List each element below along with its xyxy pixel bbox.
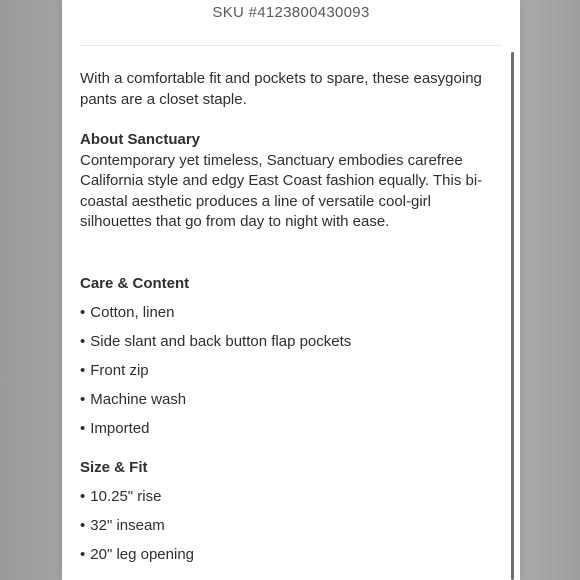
size-heading: Size & Fit bbox=[80, 458, 148, 476]
product-description bbox=[80, 69, 490, 574]
care-list bbox=[80, 303, 490, 448]
about-heading: About Sanctuary bbox=[80, 131, 201, 148]
product-details-panel bbox=[62, 0, 520, 580]
bullet-icon: • bbox=[80, 390, 86, 408]
list-item: • Front zip bbox=[80, 361, 149, 379]
bullet-icon: • bbox=[80, 545, 86, 563]
sku-label: SKU #4123800430093 bbox=[212, 4, 370, 21]
list-item: • Cotton, linen bbox=[80, 303, 175, 321]
description-text: With a comfortable fit and pockets to spare, these easygoing pants are a closet staple. bbox=[80, 70, 482, 108]
list-item: • 20" leg opening bbox=[80, 545, 195, 563]
care-heading: Care & Content bbox=[80, 274, 190, 292]
list-item: • Imported bbox=[80, 419, 150, 437]
bullet-icon: • bbox=[80, 516, 86, 534]
list-item: • 10.25" rise bbox=[80, 487, 162, 505]
divider bbox=[80, 45, 502, 46]
bullet-icon: • bbox=[80, 332, 86, 350]
bullet-icon: • bbox=[80, 419, 86, 437]
list-item: • Machine wash bbox=[80, 390, 187, 408]
bullet-icon: • bbox=[80, 487, 86, 505]
bullet-icon: • bbox=[80, 361, 86, 379]
about-text: Contemporary yet timeless, Sanctuary embodies carefree California style and edgy East Coast fashion equally. This bi-coastal aesthetic produces a line of versatile cool-girl silhouettes that go from day to night with ease. bbox=[80, 151, 483, 230]
list-item: • 32" inseam bbox=[80, 516, 165, 534]
size-list bbox=[80, 487, 490, 574]
scrollbar[interactable] bbox=[511, 52, 514, 580]
bullet-icon: • bbox=[80, 303, 86, 321]
list-item: • Side slant and back button flap pockets bbox=[80, 332, 352, 350]
